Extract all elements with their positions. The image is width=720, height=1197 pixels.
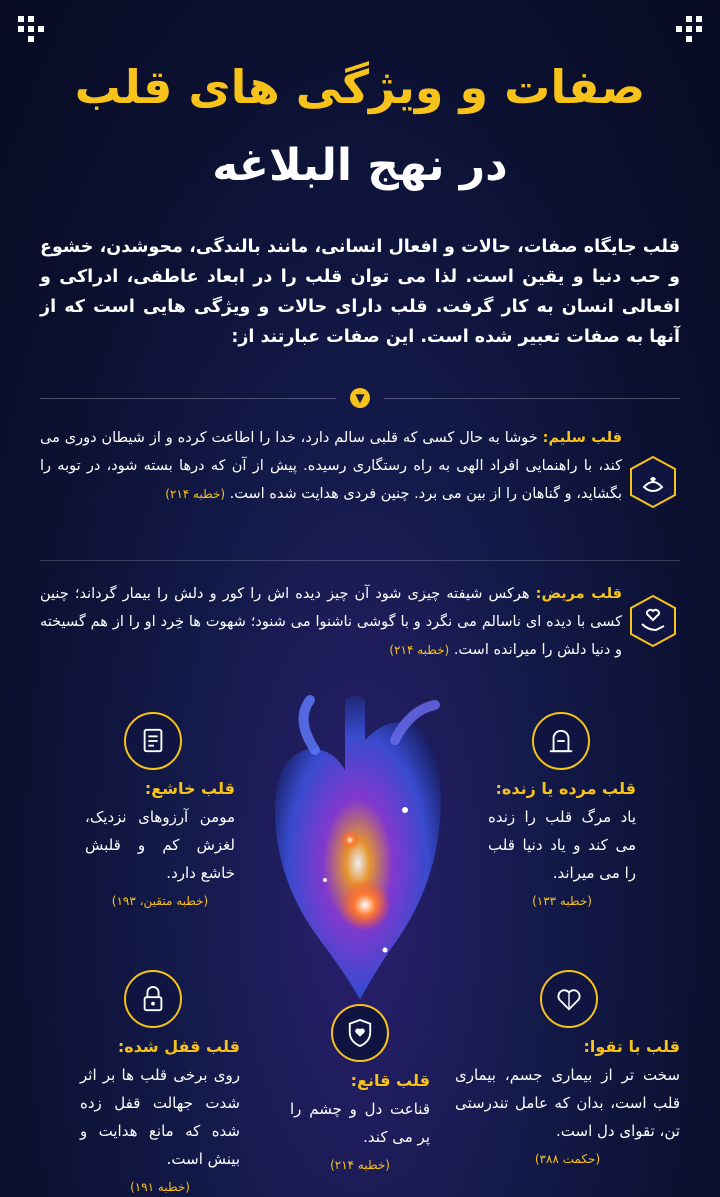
heart-hand-icon	[628, 594, 678, 648]
item-label: قلب سلیم:	[542, 430, 623, 446]
corner-dots-decoration	[18, 16, 46, 44]
card-reference: (خطبه ۱۹۱)	[130, 1180, 190, 1194]
intro-paragraph: قلب جایگاه صفات، حالات و افعال انسانی، مانند بالندگی، محوشدن، خشوع و حب دنیا و یقین است. لذا می توان قلب را در ابعاد عاطفی، ادراکی و افعالی انسان به کار گرفت. قلب دارای حالات و ویژگی هایی است که از آنها به صفات تعبیر شده است. این صفات عبارتند از:	[40, 237, 680, 347]
card-label: قلب با تقوا:	[583, 1037, 680, 1056]
card-text: روی برخی قلب ها بر اثر شدت جهالت قفل زده شده که مانع هدایت و بینش است.	[80, 1066, 240, 1168]
card-qalb-ghofl-shode	[80, 1033, 240, 1197]
card-qalb-ghane	[290, 1067, 430, 1179]
card-reference: (حکمت ۳۸۸)	[534, 1152, 601, 1166]
card-text: یاد مرگ قلب را زنده می کند و یاد دنیا قلب را می میراند.	[488, 808, 636, 882]
item-text: هرکس شیفته چیزی شود آن چیز دیده اش را کور و دلش را بیمار گرداند؛ چنین کسی با دیده ای ناسالم می نگرد و با گوشی ناشنوا می شنود؛ شهوت ها خِرد او را از هم گسیخته و دنیا دلش را میرانده است.	[40, 586, 622, 658]
checklist-icon	[124, 712, 182, 770]
card-label: قلب قانع:	[350, 1071, 430, 1090]
card-reference: (خطبه ۱۳۳)	[532, 894, 592, 908]
item-reference: (خطبه ۲۱۴)	[389, 643, 450, 657]
item-reference: (خطبه ۲۱۴)	[165, 487, 226, 501]
divider-line	[40, 398, 336, 399]
divider-line	[384, 398, 680, 399]
item-label: قلب مریض:	[535, 586, 622, 602]
card-label: قلب خاشع:	[144, 779, 235, 798]
heart-hands-icon	[628, 455, 678, 509]
card-qalb-morde-zende	[488, 775, 636, 915]
heart-brain-icon	[540, 970, 598, 1028]
item-qalb-mariz	[40, 580, 622, 664]
card-label: قلب مرده یا زنده:	[495, 779, 636, 798]
page-subtitle: در نهج البلاغه	[212, 140, 508, 191]
heart-illustration	[255, 690, 465, 1010]
gravestone-icon	[532, 712, 590, 770]
card-text: قناعت دل و چشم را پر می کند.	[290, 1100, 430, 1146]
card-reference: (خطبه ۲۱۴)	[330, 1158, 390, 1172]
section-divider	[40, 560, 680, 561]
card-qalb-khashe	[85, 775, 235, 915]
card-qalb-ba-taghva	[455, 1033, 680, 1173]
chevron-down-icon: ▼	[350, 388, 370, 408]
card-text: مومن آرزوهای نزدیک، لغزش کم و قلبش خاشع دارد.	[85, 808, 235, 882]
card-label: قلب قفل شده:	[117, 1037, 240, 1056]
heart-shield-icon	[331, 1004, 389, 1062]
card-text: سخت تر از بیماری جسم، بیماری قلب است، بدان که عامل تندرستی تن، تقوای دل است.	[455, 1066, 680, 1140]
item-qalb-salim	[40, 424, 622, 508]
lock-icon	[124, 970, 182, 1028]
page-title: صفات و ویژگی های قلب	[74, 60, 646, 114]
card-reference: (خطبه متقین، ۱۹۳)	[111, 894, 209, 908]
item-text: خوشا به حال کسی که قلبی سالم دارد، خدا را اطاعت کرده و از شیطان دوری می کند، با راهنمایی افراد الهی به راه رستگاری رسیده. پیش از آن که درها بسته شود، در توبه را بگشاید، و گناهان را از بین می برد. چنین فردی هدایت شده است.	[40, 430, 622, 502]
corner-dots-decoration	[674, 16, 702, 44]
